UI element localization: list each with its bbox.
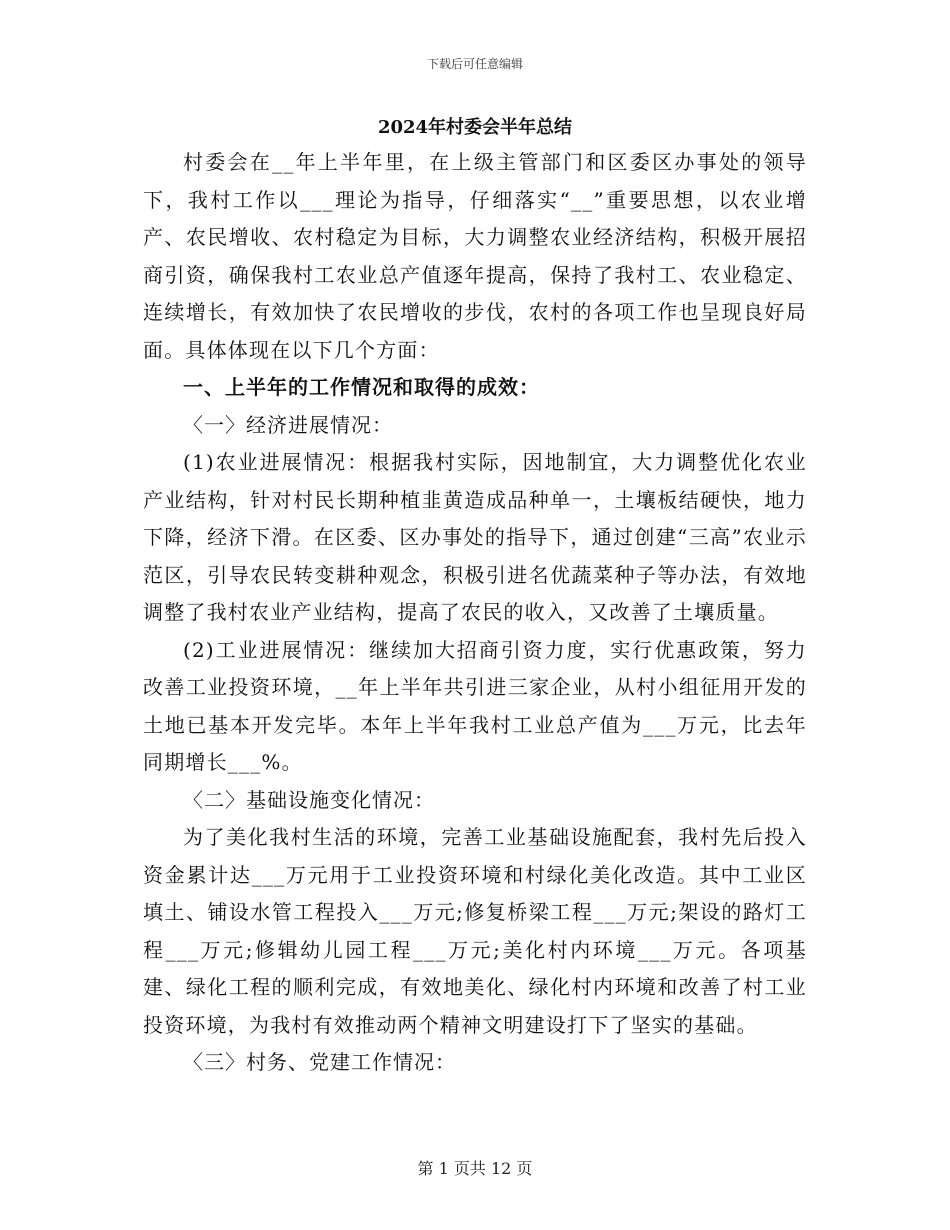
paragraph-industry: (2)工业进展情况：继续加大招商引资力度，实行优惠政策，努力改善工业投资环境，__年上半年共引进三家企业，从村小组征用开发的土地已基本开发完毕。本年上半年我村工业总产值为___万元，比去年同期增长___%。 <box>143 637 807 774</box>
header-note: 下载后可任意编辑 <box>426 57 523 71</box>
paragraph-infrastructure: 为了美化我村生活的环境，完善工业基础设施配套，我村先后投入资金累计达___万元用于工业投资环境和村绿化美化改造。其中工业区填土、铺设水管工程投入___万元;修复桥梁工程___万元;架设的路灯工程___万元;修辑幼儿园工程___万元;美化村内环境___万元。各项基建、绿化工程的顺利完成，有效地美化、绿化村内环境和改善了村工业投资环境，为我村有效推动两个精神文明建设打下了坚实的基础。 <box>143 825 807 1037</box>
page-number: 第 1 页共 12 页 <box>417 1159 533 1178</box>
subsection-heading-economy: 〈一〉经济进展情况： <box>183 412 393 437</box>
document-body <box>143 112 807 1082</box>
paragraph-intro: 村委会在__年上半年里，在上级主管部门和区委区办事处的领导下，我村工作以___理论为指导，仔细落实“__”重要思想，以农业增产、农民增收、农村稳定为目标，大力调整农业经济结构，积极开展招商引资，确保我村工农业总产值逐年提高，保持了我村工、农业稳定、连续增长，有效加快了农民增收的步伐，农村的各项工作也呈现良好局面。具体体现在以下几个方面： <box>143 150 807 362</box>
subsection-heading-infrastructure: 〈二〉基础设施变化情况： <box>183 787 435 812</box>
subsection-heading-village-affairs: 〈三〉村务、党建工作情况： <box>183 1050 456 1074</box>
section-heading-1: 一、上半年的工作情况和取得的成效： <box>183 375 540 399</box>
paragraph-agriculture: (1)农业进展情况：根据我村实际，因地制宜，大力调整优化农业产业结构，针对村民长期种植韭黄造成品种单一，土壤板结硬快，地力下降，经济下滑。在区委、区办事处的指导下，通过创建“三高”农业示范区，引导农民转变耕种观念，积极引进名优蔬菜种子等办法，有效地调整了我村农业产业结构，提高了农民的收入，又改善了土壤质量。 <box>143 450 807 624</box>
document-title: 2024年村委会半年总结 <box>377 117 573 138</box>
